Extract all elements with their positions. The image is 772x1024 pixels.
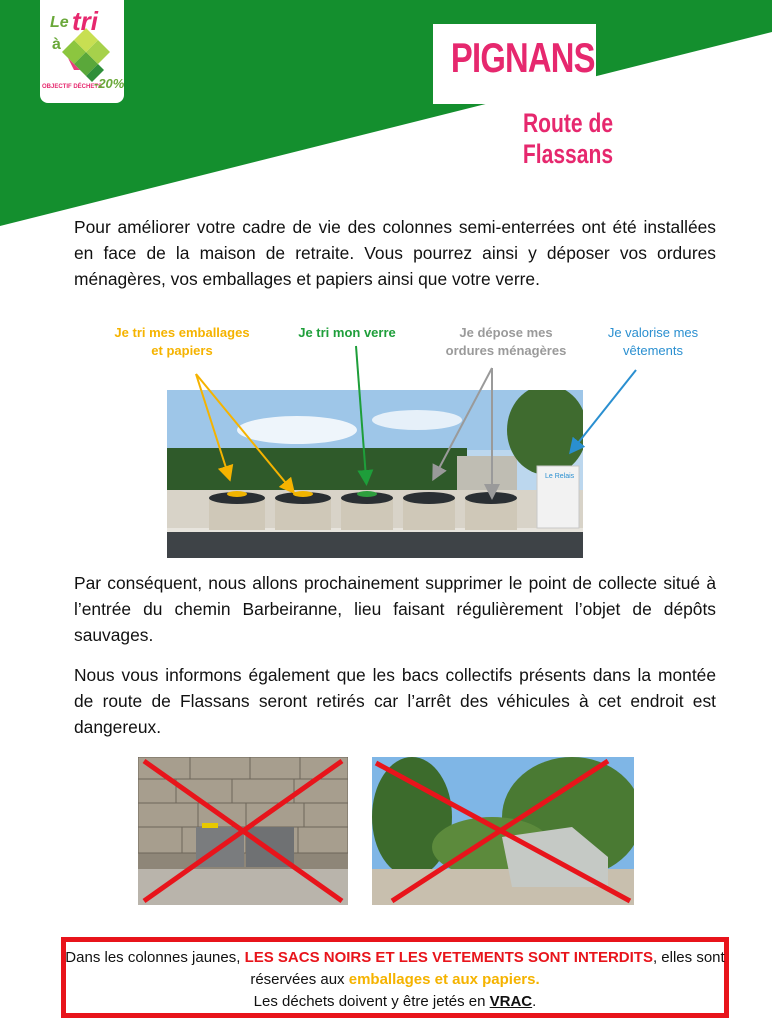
logo-word-tri: tri xyxy=(72,6,98,36)
paragraph-collecte: Par conséquent, nous allons prochainement supprimer le point de collecte situé à l’entrée du chemin Barbeiranne, lieu faisant régulièrement l’objet de dépôts sauvages. xyxy=(74,573,716,645)
notice-period: . xyxy=(532,993,537,1010)
label-verre: Je tri mon verre xyxy=(298,325,396,340)
notice-part5: Les déchets doivent y être jetés en xyxy=(253,993,490,1010)
logo-percent: -20% xyxy=(94,76,125,91)
logo-tagline: OBJECTIF DÉCHETS xyxy=(42,84,103,90)
label-vetements-line1: Je valorise mes xyxy=(607,325,699,340)
page-subtitle: Route de Flassans xyxy=(522,108,614,169)
label-emballages-line2: et papiers xyxy=(151,343,213,358)
logo-word-le: Le xyxy=(50,14,69,31)
notice-text xyxy=(61,947,729,1013)
label-ordures-line2: ordures ménagères xyxy=(445,343,567,358)
notice-vrac: VRAC xyxy=(489,993,533,1010)
label-emballages-line1: Je tri mes emballages xyxy=(114,325,250,340)
removed-bins-photo-right xyxy=(372,757,634,905)
notice-part3: , elles sont réservées aux xyxy=(250,949,725,988)
textile-box-label: Le Relais xyxy=(545,473,575,480)
notice-part1: Dans les colonnes jaunes, xyxy=(65,949,245,966)
logo-word-a: à xyxy=(52,36,61,53)
paragraph-bacs: Nous vous informons également que les bacs collectifs présents dans la montée de route de Flassans seront retirés car l’arrêt des véhicules à cet endroit est dangereux. xyxy=(74,665,716,737)
page-title: PIGNANS xyxy=(450,34,595,81)
notice-interdits: LES SACS NOIRS ET LES VETEMENTS SONT INTERDITS xyxy=(244,949,653,966)
removed-bins-photo-left xyxy=(138,757,348,905)
notice-emballages: emballages et aux papiers. xyxy=(348,971,540,988)
label-vetements-line2: vêtements xyxy=(623,343,683,358)
label-ordures-line1: Je dépose mes xyxy=(459,325,553,340)
intro-paragraph: Pour améliorer votre cadre de vie des colonnes semi-enterrées ont été installées en face de la maison de retraite. Vous pourrez ainsi y déposer vos ordures ménagères, vos emballages et papiers ainsi que votre verre. xyxy=(74,217,716,289)
